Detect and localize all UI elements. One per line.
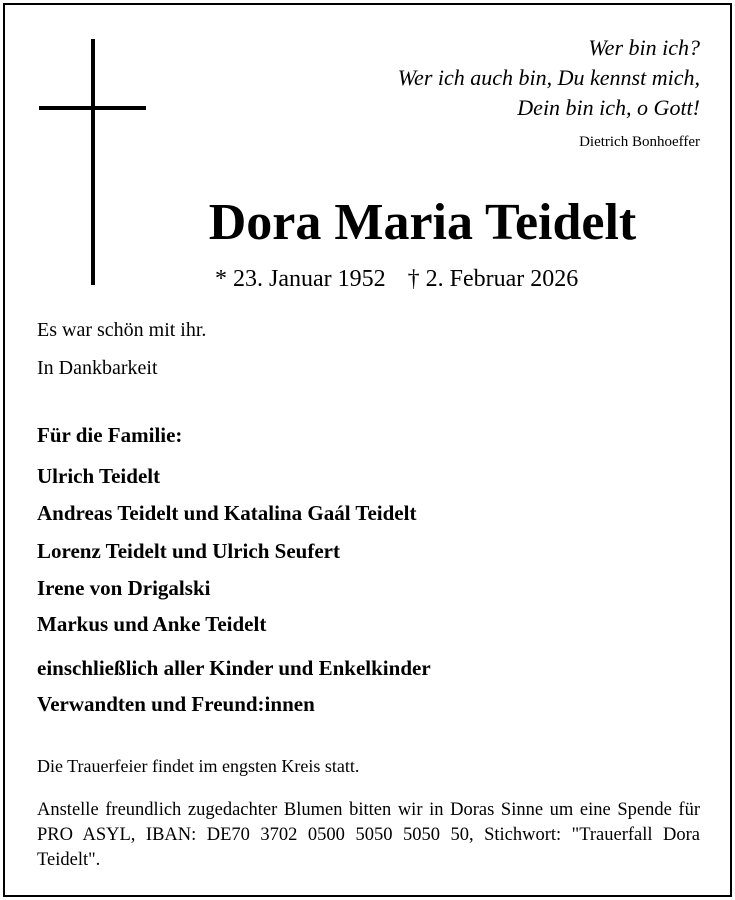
death-date: † 2. Februar 2026 — [407, 266, 579, 292]
family-extended: Verwandten und Freund:innen — [37, 692, 315, 716]
birth-date: * 23. Januar 1952 — [215, 266, 386, 292]
message-line: In Dankbarkeit — [37, 357, 158, 379]
family-heading: Für die Familie: — [37, 423, 183, 447]
bible-quote — [398, 33, 700, 123]
quote-author: Dietrich Bonhoeffer — [579, 134, 700, 150]
quote-line: Wer bin ich? — [588, 35, 700, 60]
family-member: Irene von Drigalski — [37, 576, 211, 600]
quote-line: Wer ich auch bin, Du kennst mich, — [397, 65, 700, 90]
donation-notice: Anstelle freundlich zugedachter Blumen bitten wir in Doras Sinne um eine Spende für PRO ASYL, IBAN: DE70 3702 0500 5050 5050 50, Stichwort: "Trauerfall Dora Teidelt". — [37, 800, 700, 870]
life-dates — [215, 263, 578, 295]
family-member: Lorenz Teidelt und Ulrich Seufert — [37, 539, 340, 563]
message-line: Es war schön mit ihr. — [37, 319, 207, 341]
ceremony-notice: Die Trauerfeier findet im engsten Kreis statt. — [37, 756, 360, 776]
family-member: Markus und Anke Teidelt — [37, 612, 267, 636]
family-member: Andreas Teidelt und Katalina Gaál Teidelt — [37, 501, 417, 525]
cross-horizontal-bar — [39, 106, 146, 110]
family-member: Ulrich Teidelt — [37, 464, 161, 488]
family-extended: einschließlich aller Kinder und Enkelkinder — [37, 656, 431, 680]
obituary-card — [3, 3, 732, 897]
deceased-name: Dora Maria Teidelt — [208, 194, 637, 251]
quote-line: Dein bin ich, o Gott! — [517, 95, 700, 120]
